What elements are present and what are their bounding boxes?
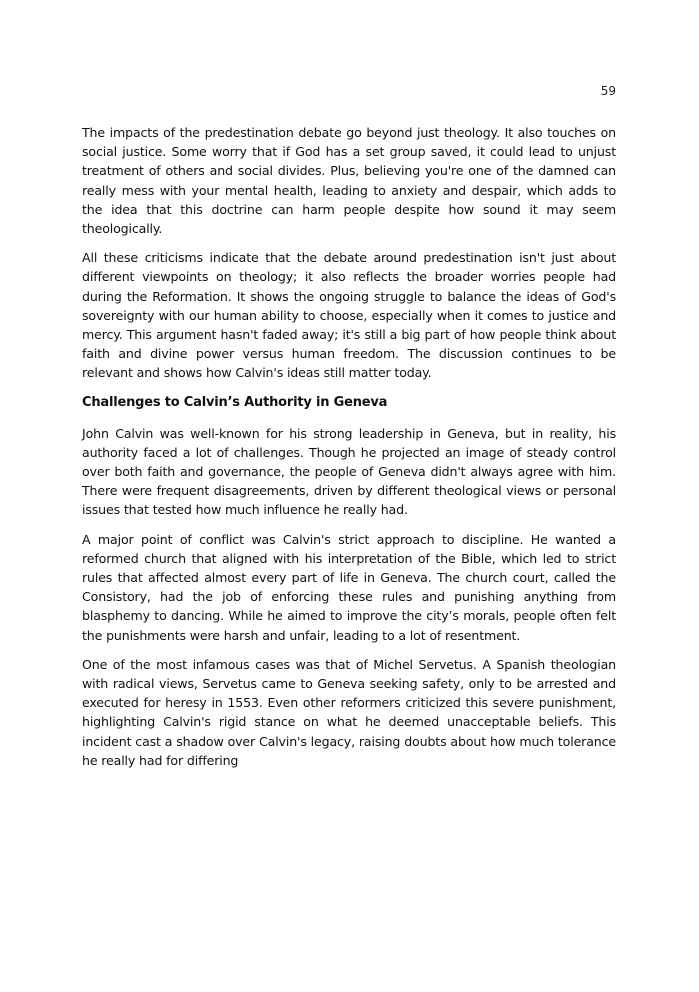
section-heading: Challenges to Calvin’s Authority in Geneva (82, 394, 388, 410)
page-body (82, 123, 616, 780)
paragraph-discipline-conflict: A major point of conflict was Calvin's strict approach to discipline. He wanted a reformed church that aligned with his interpretation of the Bible, which led to strict rules that affected almost every part of life in Geneva. The church court, called the Consistory, had the job of enforcing these rules and punishing anything from blasphemy to dancing. While he aimed to improve the city’s morals, people often felt the punishments were harsh and unfair, leading to a lot of resentment. (82, 531, 616, 643)
paragraph-servetus-case: One of the most infamous cases was that of Michel Servetus. A Spanish theologian with radical views, Servetus came to Geneva seeking safety, only to be arrested and executed for heresy in 1553. Even other reformers criticized this severe punishment, highlighting Calvin's rigid stance on what he deemed unacceptable beliefs. This incident cast a shadow over Calvin's legacy, raising doubts about how much tolerance he really had for differing (82, 656, 616, 768)
paragraph-calvin-leadership: John Calvin was well-known for his strong leadership in Geneva, but in reality, his authority faced a lot of challenges. Though he projected an image of steady control over both faith and governance, the people of Geneva didn't always agree with him. There were frequent disagreements, driven by different theological views or personal issues that tested how much influence he really had. (82, 425, 616, 518)
paragraph-predestination-impacts: The impacts of the predestination debate go beyond just theology. It also touches on social justice. Some worry that if God has a set group saved, it could lead to unjust treatment of others and social divides. Plus, believing you're one of the damned can really mess with your mental health, leading to anxiety and despair, which adds to the idea that this doctrine can harm people despite how sound it may seem theologically. (82, 125, 616, 237)
paragraph-criticisms-summary: All these criticisms indicate that the debate around predestination isn't just about different viewpoints on theology; it also reflects the broader worries people had during the Reformation. It shows the ongoing struggle to balance the ideas of God's sovereignty with our human ability to choose, especially when it comes to justice and mercy. This argument hasn't faded away; it's still a big part of how people think about faith and divine power versus human freedom. The discussion continues to be relevant and shows how Calvin's ideas still matter today. (82, 250, 616, 381)
page-number: 59 (600, 84, 616, 98)
